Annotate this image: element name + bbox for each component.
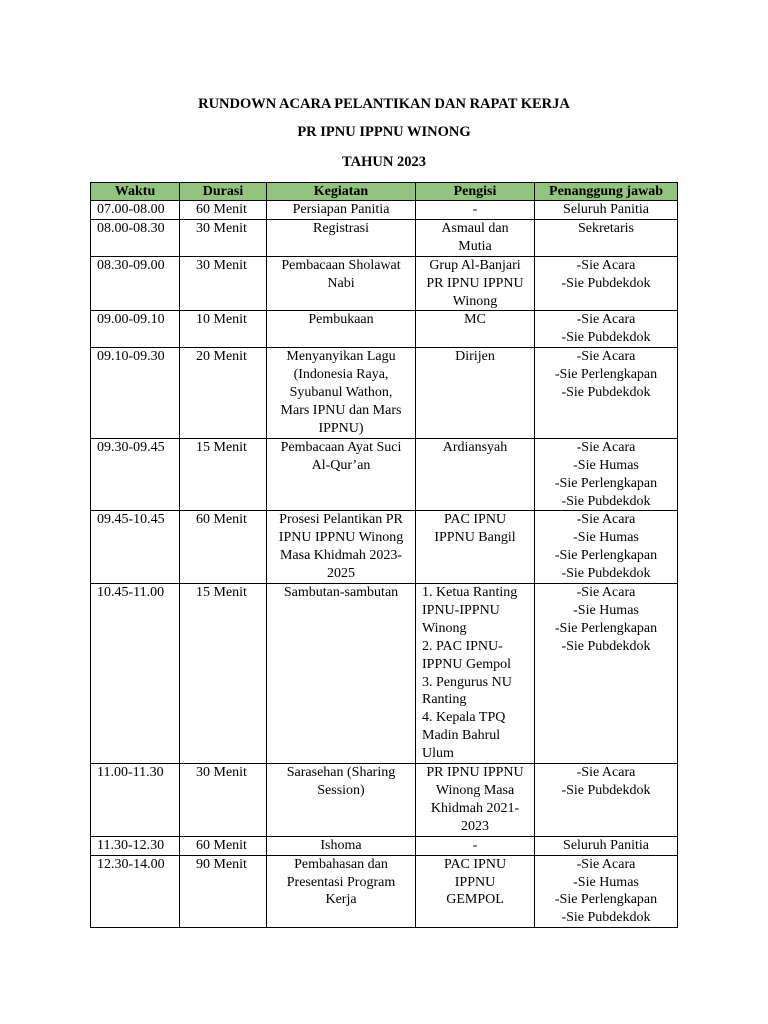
cell-kegiatan — [267, 348, 416, 439]
penanggung-jawab-line: Seluruh Panitia — [563, 202, 649, 217]
cell-penanggung-jawab — [535, 438, 678, 511]
kegiatan-line: Nabi — [327, 275, 355, 291]
kegiatan-line: Persiapan Panitia — [292, 202, 390, 217]
cell-waktu: 12.30-14.00 — [91, 855, 180, 928]
pengisi-line: Ardiansyah — [442, 439, 508, 455]
pengisi-line: Winong — [452, 293, 498, 309]
table-row — [91, 584, 678, 764]
cell-penanggung-jawab — [535, 348, 678, 439]
penanggung-jawab-line: -Sie Perlengkapan — [554, 367, 658, 383]
cell-kegiatan — [267, 511, 416, 584]
penanggung-jawab-line: -Sie Acara — [576, 585, 636, 601]
kegiatan-line: Registrasi — [313, 220, 369, 236]
document-title-line-2: PR IPNU IPPNU WINONG — [297, 124, 471, 140]
table-row — [91, 256, 678, 311]
cell-pengisi — [416, 201, 535, 220]
penanggung-jawab-line: -Sie Pubdekdok — [561, 493, 651, 509]
kegiatan-line: Pembacaan Ayat Suci — [280, 439, 402, 455]
pengisi-line: IPPNU Gempol — [422, 656, 512, 672]
pengisi-line: Dirijen — [455, 349, 495, 365]
kegiatan-line: Syubanul Wathon, — [289, 385, 393, 401]
pengisi-line: - — [472, 202, 478, 217]
header-kegiatan: Kegiatan — [267, 183, 416, 201]
cell-pengisi — [416, 511, 535, 584]
penanggung-jawab-line: -Sie Perlengkapan — [554, 620, 658, 636]
pengisi-line: 1. Ketua Ranting — [422, 585, 518, 601]
kegiatan-line: Al-Qur’an — [311, 457, 371, 473]
cell-waktu: 11.30-12.30 — [91, 836, 180, 855]
penanggung-jawab-line: -Sie Humas — [573, 457, 639, 473]
cell-penanggung-jawab — [535, 311, 678, 348]
penanggung-jawab-line: -Sie Acara — [576, 257, 636, 273]
cell-waktu: 09.10-09.30 — [91, 348, 180, 439]
penanggung-jawab-line: -Sie Acara — [576, 312, 636, 328]
document-title-line-1: RUNDOWN ACARA PELANTIKAN DAN RAPAT KERJA — [198, 96, 570, 112]
cell-waktu: 09.00-09.10 — [91, 311, 180, 348]
pengisi-line: 3. Pengurus NU — [422, 674, 512, 690]
kegiatan-line: IPPNU) — [318, 420, 364, 436]
cell-penanggung-jawab — [535, 584, 678, 764]
cell-penanggung-jawab — [535, 256, 678, 311]
header-waktu: Waktu — [91, 183, 180, 201]
pengisi-line: 4. Kepala TPQ — [422, 710, 506, 726]
cell-penanggung-jawab — [535, 764, 678, 837]
cell-waktu: 11.00-11.30 — [91, 764, 180, 837]
rundown-table — [90, 182, 678, 928]
cell-waktu: 10.45-11.00 — [91, 584, 180, 764]
cell-pengisi — [416, 311, 535, 348]
pengisi-line: IPPNU — [454, 874, 496, 890]
cell-kegiatan — [267, 836, 416, 855]
table-row — [91, 219, 678, 256]
penanggung-jawab-line: -Sie Pubdekdok — [561, 783, 651, 798]
penanggung-jawab-line: Seluruh Panitia — [563, 837, 649, 853]
cell-kegiatan — [267, 438, 416, 511]
penanggung-jawab-line: -Sie Acara — [576, 765, 636, 781]
kegiatan-line: Masa Khidmah 2023- — [279, 548, 403, 564]
cell-pengisi — [416, 256, 535, 311]
pengisi-line: Asmaul dan — [441, 220, 509, 236]
cell-pengisi — [416, 348, 535, 439]
cell-waktu: 09.45-10.45 — [91, 511, 180, 584]
cell-durasi: 15 Menit — [180, 584, 267, 764]
pengisi-line: - — [472, 837, 478, 853]
kegiatan-line: Menyanyikan Lagu — [286, 349, 396, 365]
cell-durasi: 30 Menit — [180, 764, 267, 837]
header-durasi: Durasi — [180, 183, 267, 201]
cell-durasi: 10 Menit — [180, 311, 267, 348]
cell-waktu: 09.30-09.45 — [91, 438, 180, 511]
cell-kegiatan — [267, 219, 416, 256]
cell-durasi: 60 Menit — [180, 511, 267, 584]
table-row — [91, 836, 678, 855]
cell-durasi: 30 Menit — [180, 256, 267, 311]
kegiatan-line: Kerja — [325, 892, 357, 908]
penanggung-jawab-line: -Sie Perlengkapan — [554, 548, 658, 564]
cell-durasi: 60 Menit — [180, 836, 267, 855]
penanggung-jawab-line: -Sie Pubdekdok — [561, 910, 651, 926]
cell-pengisi — [416, 836, 535, 855]
penanggung-jawab-line: -Sie Acara — [576, 856, 636, 872]
penanggung-jawab-line: -Sie Pubdekdok — [561, 330, 651, 346]
penanggung-jawab-line: -Sie Pubdekdok — [561, 638, 651, 654]
header-pengisi: Pengisi — [416, 183, 535, 201]
cell-pengisi — [416, 219, 535, 256]
cell-kegiatan — [267, 201, 416, 220]
cell-pengisi — [416, 764, 535, 837]
cell-penanggung-jawab — [535, 219, 678, 256]
penanggung-jawab-line: Sekretaris — [578, 220, 634, 236]
cell-durasi: 30 Menit — [180, 219, 267, 256]
cell-pengisi — [416, 584, 535, 764]
table-row — [91, 348, 678, 439]
penanggung-jawab-line: -Sie Humas — [573, 530, 639, 546]
penanggung-jawab-line: -Sie Acara — [576, 439, 636, 455]
cell-durasi: 60 Menit — [180, 201, 267, 220]
pengisi-line: Winong — [422, 620, 467, 636]
cell-durasi: 90 Menit — [180, 855, 267, 928]
cell-waktu: 08.00-08.30 — [91, 219, 180, 256]
cell-penanggung-jawab — [535, 836, 678, 855]
kegiatan-line: IPNU IPPNU Winong — [278, 530, 404, 546]
kegiatan-line: Mars IPNU dan Mars — [280, 402, 402, 418]
penanggung-jawab-line: -Sie Humas — [573, 874, 639, 890]
cell-pengisi — [416, 438, 535, 511]
cell-durasi: 20 Menit — [180, 348, 267, 439]
table-row — [91, 764, 678, 837]
kegiatan-line: Prosesi Pelantikan PR — [279, 512, 403, 528]
cell-penanggung-jawab — [535, 511, 678, 584]
table-row — [91, 311, 678, 348]
table-body — [91, 201, 678, 928]
pengisi-line: PR IPNU IPPNU — [426, 765, 524, 781]
kegiatan-line: 2025 — [327, 566, 355, 582]
pengisi-line: IPNU-IPPNU — [422, 602, 500, 618]
table-row — [91, 511, 678, 584]
kegiatan-line: Sambutan-sambutan — [283, 585, 399, 601]
penanggung-jawab-line: -Sie Perlengkapan — [554, 475, 658, 491]
pengisi-line: PAC IPNU — [443, 856, 507, 872]
pengisi-line: Mutia — [458, 238, 492, 254]
penanggung-jawab-line: -Sie Humas — [573, 602, 639, 618]
cell-kegiatan — [267, 311, 416, 348]
kegiatan-line: Pembukaan — [308, 312, 374, 328]
pengisi-line: Ulum — [422, 746, 454, 762]
cell-pengisi — [416, 855, 535, 928]
pengisi-line: MC — [464, 312, 486, 328]
pengisi-line: Winong Masa — [435, 783, 515, 798]
penanggung-jawab-line: -Sie Acara — [576, 349, 636, 365]
kegiatan-line: Sarasehan (Sharing — [286, 765, 396, 781]
table-row — [91, 855, 678, 928]
pengisi-line: GEMPOL — [446, 892, 504, 908]
pengisi-line: PAC IPNU — [443, 512, 507, 528]
cell-kegiatan — [267, 855, 416, 928]
table-row — [91, 438, 678, 511]
cell-durasi: 15 Menit — [180, 438, 267, 511]
kegiatan-line: Presentasi Program — [286, 874, 396, 890]
kegiatan-line: Ishoma — [320, 837, 362, 853]
pengisi-line: Ranting — [422, 692, 467, 708]
cell-waktu: 07.00-08.00 — [91, 201, 180, 220]
penanggung-jawab-line: -Sie Perlengkapan — [554, 892, 658, 908]
kegiatan-line: Pembahasan dan — [294, 856, 388, 872]
pengisi-line: Madin Bahrul — [422, 728, 501, 744]
kegiatan-line: Pembacaan Sholawat — [281, 257, 401, 273]
penanggung-jawab-line: -Sie Acara — [576, 512, 636, 528]
pengisi-line: 2. PAC IPNU- — [422, 638, 503, 654]
table-header-row — [91, 183, 678, 201]
cell-penanggung-jawab — [535, 855, 678, 928]
pengisi-line: Khidmah 2021- — [430, 800, 520, 816]
cell-kegiatan — [267, 256, 416, 311]
penanggung-jawab-line: -Sie Pubdekdok — [561, 566, 651, 582]
pengisi-line: Grup Al-Banjari — [429, 257, 521, 273]
pengisi-line: 2023 — [461, 818, 489, 834]
document-title-line-3: TAHUN 2023 — [342, 154, 426, 170]
cell-penanggung-jawab — [535, 201, 678, 220]
pengisi-line: IPPNU Bangil — [434, 530, 516, 546]
pengisi-line: PR IPNU IPPNU — [426, 275, 524, 291]
kegiatan-line: Session) — [317, 783, 365, 798]
penanggung-jawab-line: -Sie Pubdekdok — [561, 385, 651, 401]
header-penanggung-jawab: Penanggung jawab — [535, 183, 678, 201]
cell-kegiatan — [267, 584, 416, 764]
penanggung-jawab-line: -Sie Pubdekdok — [561, 275, 651, 291]
cell-waktu: 08.30-09.00 — [91, 256, 180, 311]
cell-kegiatan — [267, 764, 416, 837]
table-row — [91, 201, 678, 220]
kegiatan-line: (Indonesia Raya, — [293, 367, 389, 383]
